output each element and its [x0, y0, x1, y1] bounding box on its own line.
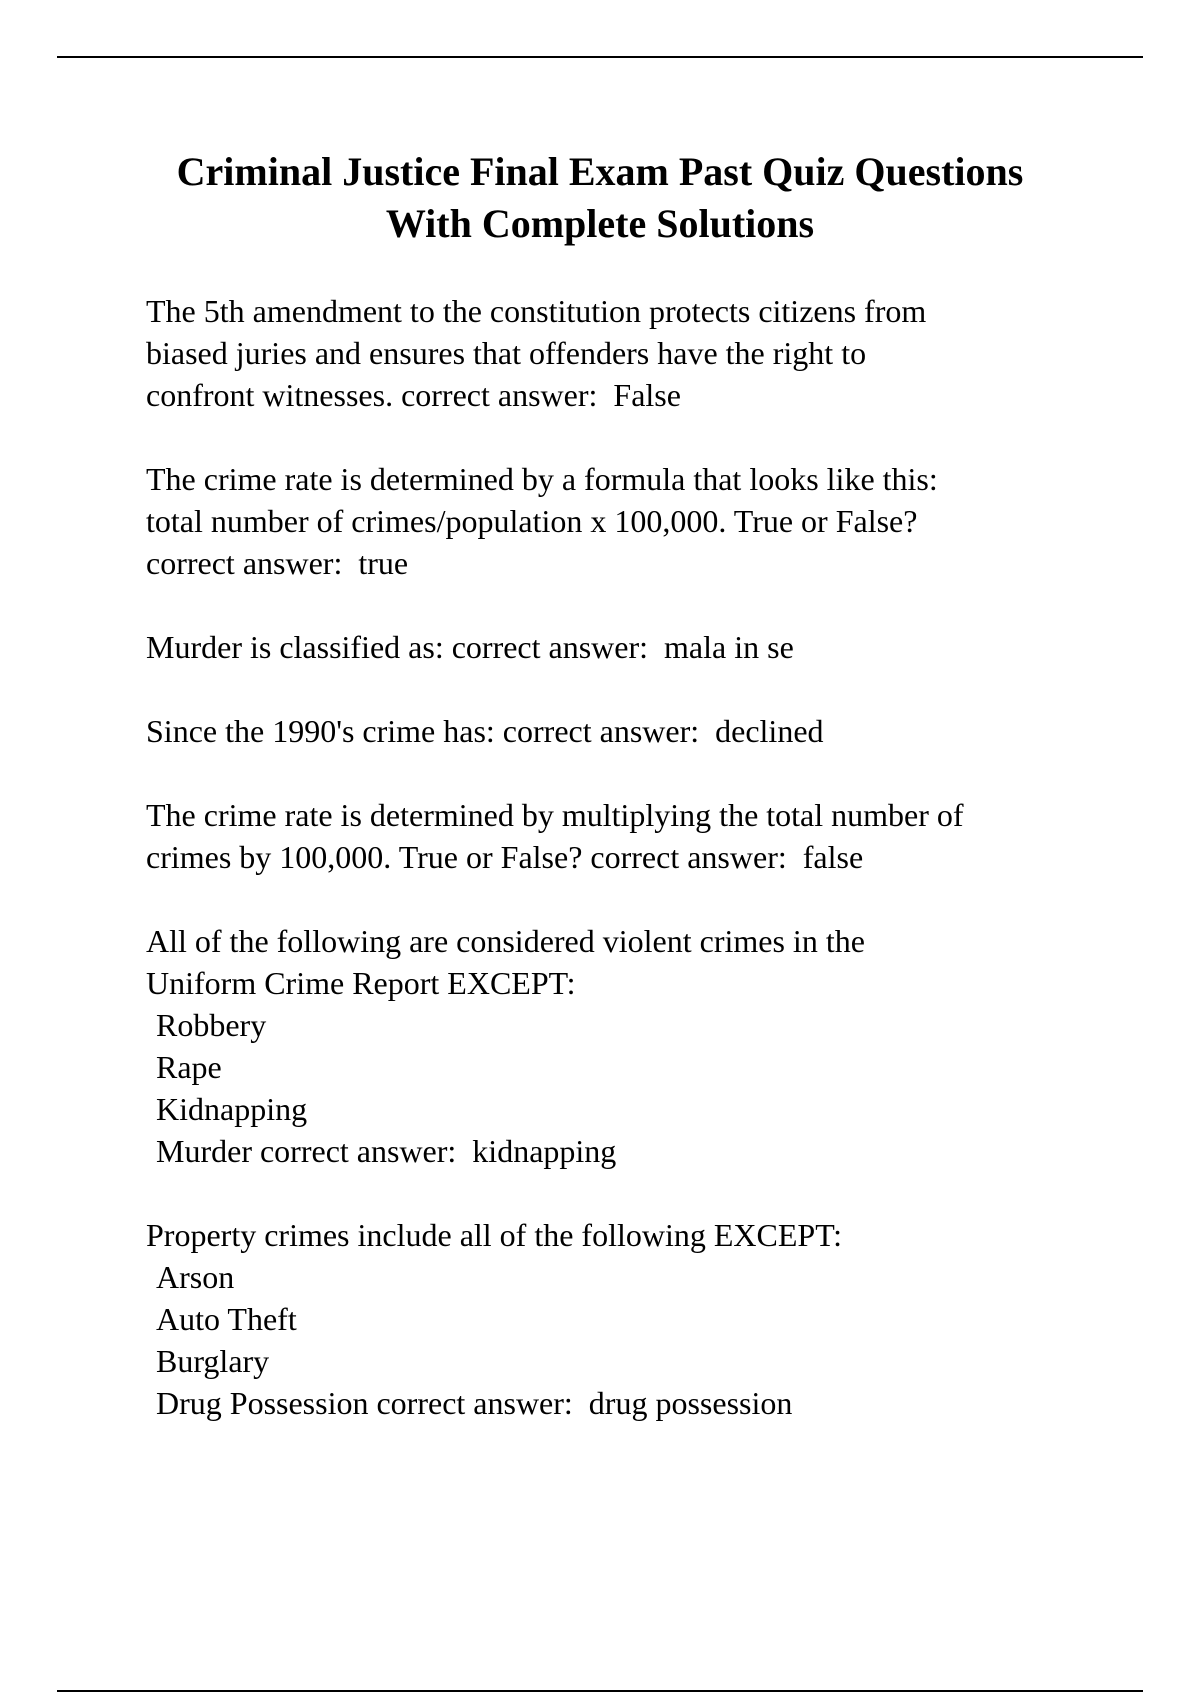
- question-3: [146, 626, 1136, 668]
- question-7-option-1: Arson: [156, 1259, 235, 1295]
- question-2-line-2: total number of crimes/population x 100,000. True or False?: [146, 503, 918, 539]
- question-4: [146, 710, 1136, 752]
- page-title-line-2: With Complete Solutions: [385, 201, 815, 246]
- top-divider: [57, 56, 1143, 58]
- question-7: [146, 1214, 1136, 1424]
- question-6-option-4: Murder correct answer: kidnapping: [156, 1133, 617, 1169]
- question-1-line-2: biased juries and ensures that offenders have the right to: [146, 335, 867, 371]
- question-3-line-1: Murder is classified as: correct answer: mala in se: [146, 629, 794, 665]
- bottom-divider: [57, 1690, 1143, 1692]
- question-4-line-1: Since the 1990's crime has: correct answer: declined: [146, 713, 824, 749]
- question-2-line-3: correct answer: true: [146, 545, 409, 581]
- question-2: [146, 458, 1136, 584]
- question-7-line-1: Property crimes include all of the following EXCEPT:: [146, 1217, 843, 1253]
- page-title: [57, 146, 1143, 250]
- question-5-line-2: crimes by 100,000. True or False? correct answer: false: [146, 839, 864, 875]
- question-6-line-1: All of the following are considered violent crimes in the: [146, 923, 865, 959]
- question-6-option-3: Kidnapping: [156, 1091, 308, 1127]
- question-1-line-3: confront witnesses. correct answer: False: [146, 377, 681, 413]
- question-7-option-3: Burglary: [156, 1343, 270, 1379]
- page-title-line-1: Criminal Justice Final Exam Past Quiz Questions: [176, 149, 1024, 194]
- question-6: [146, 920, 1136, 1172]
- question-6-option-1: Robbery: [156, 1007, 267, 1043]
- question-2-line-1: The crime rate is determined by a formula that looks like this:: [146, 461, 938, 497]
- question-5: [146, 794, 1136, 878]
- question-7-option-2: Auto Theft: [156, 1301, 297, 1337]
- question-5-line-1: The crime rate is determined by multiplying the total number of: [146, 797, 964, 833]
- question-7-option-4: Drug Possession correct answer: drug possession: [156, 1385, 793, 1421]
- question-6-line-2: Uniform Crime Report EXCEPT:: [146, 965, 576, 1001]
- question-1: [146, 290, 1136, 416]
- question-1-line-1: The 5th amendment to the constitution protects citizens from: [146, 293, 927, 329]
- quiz-content: [146, 290, 1136, 1466]
- question-6-option-2: Rape: [156, 1049, 222, 1085]
